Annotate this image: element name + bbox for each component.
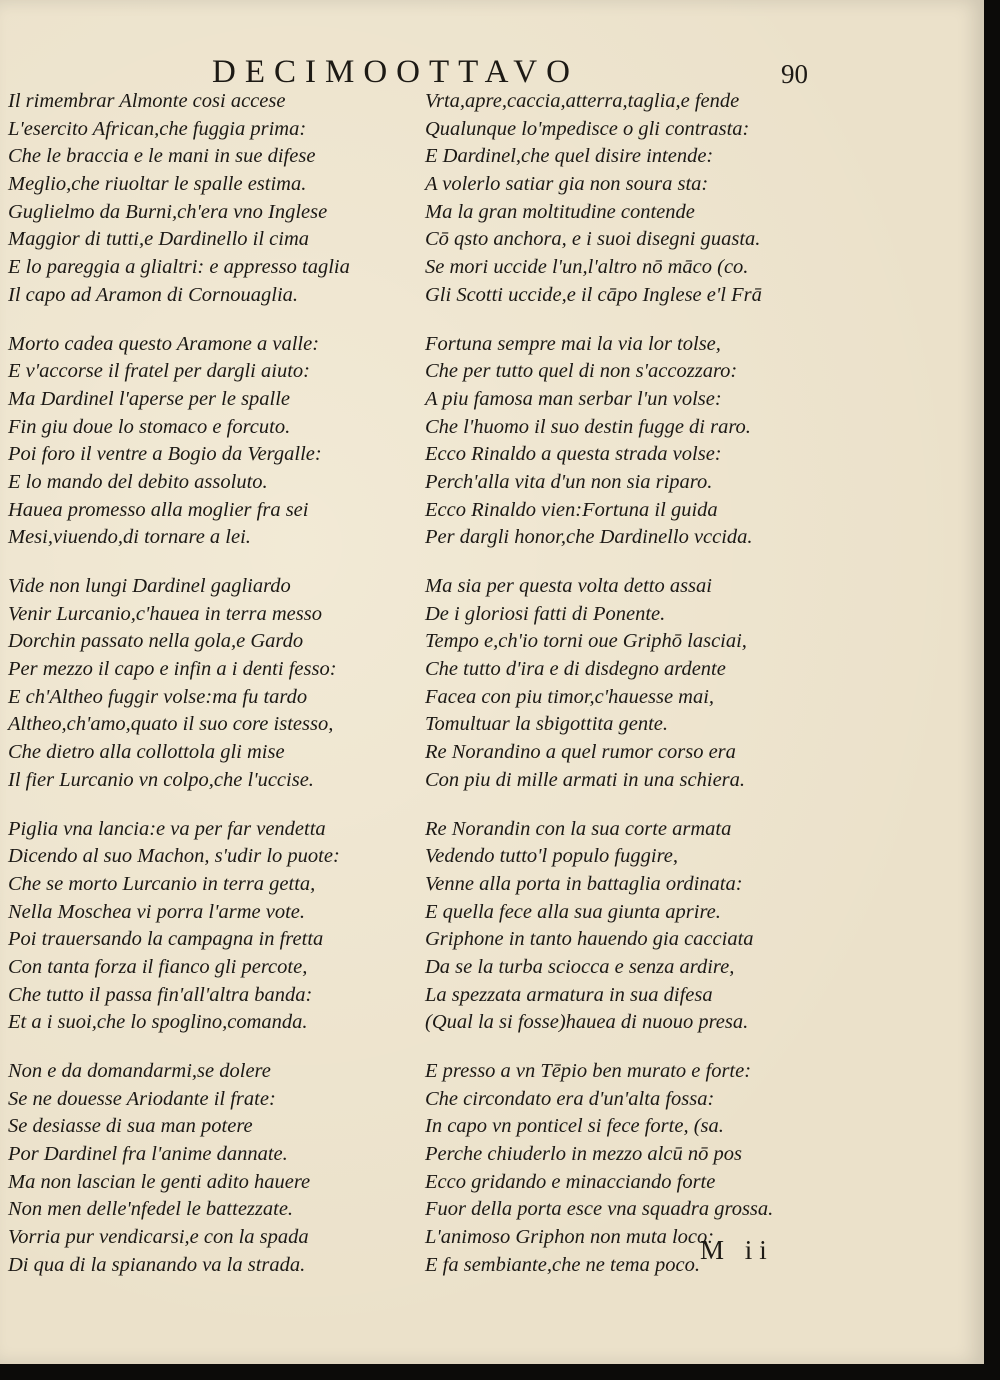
verse-line: Nella Moschea vi porra l'arme vote. [8, 900, 306, 923]
left-column [8, 88, 433, 1301]
verse-line: Poi foro il ventre a Bogio da Vergalle: [8, 443, 322, 466]
verse-line: Se ne douesse Ariodante il frate: [8, 1087, 276, 1110]
scan-border [984, 0, 1000, 1380]
verse-line: Venir Lurcanio,c'hauea in terra messo [8, 602, 322, 625]
verse-line: Il capo ad Aramon di Cornouaglia. [8, 283, 299, 306]
verse-line: Da se la turba sciocca e senza ardire, [425, 955, 735, 978]
verse-line: Vorria pur vendicarsi,e con la spada [8, 1226, 309, 1249]
verse-line: Gli Scotti uccide,e il cāpo Inglese e'l Frā [425, 283, 762, 306]
verse-line: Altheo,ch'amo,quato il suo core istesso, [8, 713, 334, 736]
verse-line: Con tanta forza il fianco gli percote, [8, 955, 308, 978]
verse-line: In capo vn ponticel si fece forte, (sa. [425, 1115, 724, 1138]
stanza [8, 573, 433, 795]
verse-line: Piglia vna lancia:e va per far vendetta [8, 817, 326, 840]
verse-line: E presso a vn Tēpio ben murato e forte: [425, 1060, 752, 1082]
verse-line: Vedendo tutto'l populo fuggire, [425, 845, 679, 868]
stanza [425, 573, 845, 795]
verse-line: Ecco gridando e minacciando forte [425, 1170, 716, 1193]
verse-line: Re Norandin con la sua corte armata [425, 817, 732, 840]
running-title: DECIMOOTTAVO [212, 54, 579, 90]
folio-number: 90 [781, 59, 808, 89]
verse-line: Il fier Lurcanio vn colpo,che l'uccise. [8, 768, 314, 791]
verse-line: Che le braccia e le mani in sue difese [8, 145, 316, 168]
verse-line: La spezzata armatura in sua difesa [425, 983, 713, 1006]
verse-line: Per mezzo il capo e infin a i denti fesso: [8, 658, 337, 681]
verse-line: Vide non lungi Dardinel gagliardo [8, 575, 291, 597]
verse-line: Hauea promesso alla moglier fra sei [8, 498, 309, 521]
verse-line: Maggior di tutti,e Dardinello il cima [8, 228, 310, 251]
signature-mark: M ii [700, 1235, 774, 1265]
verse-line: Mesi,viuendo,di tornare a lei. [8, 526, 251, 549]
verse-line: Ma la gran moltitudine contende [425, 200, 695, 223]
verse-line: Perche chiuderlo in mezzo alcū nō pos [425, 1143, 742, 1166]
verse-line: Il rimembrar Almonte cosi accese [8, 90, 286, 112]
verse-line: Venne alla porta in battaglia ordinata: [425, 872, 743, 895]
verse-line: Cō qsto anchora, e i suoi disegni guasta. [425, 228, 761, 251]
verse-line: Vrta,apre,caccia,atterra,taglia,e fende [425, 90, 740, 112]
verse-line: Guglielmo da Burni,ch'era vno Inglese [8, 200, 328, 223]
stanza [8, 331, 433, 553]
verse-line: Fortuna sempre mai la via lor tolse, [425, 332, 721, 355]
verse-line: L'animoso Griphon non muta loco: [425, 1226, 715, 1249]
verse-line: Non e da domandarmi,se dolere [8, 1060, 271, 1082]
verse-line: Dicendo al suo Machon, s'udir lo puote: [8, 845, 340, 868]
verse-line: E ch'Altheo fuggir volse:ma fu tardo [8, 685, 308, 708]
verse-line: A piu famosa man serbar l'un volse: [425, 387, 722, 410]
verse-line: E lo mando del debito assoluto. [8, 470, 268, 493]
verse-line: Ma sia per questa volta detto assai [425, 575, 712, 597]
verse-line: Dorchin passato nella gola,e Gardo [8, 630, 304, 653]
verse-line: De i gloriosi fatti di Ponente. [425, 602, 666, 625]
stanza [8, 1058, 433, 1280]
verse-line: Se desiasse di sua man potere [8, 1115, 253, 1138]
verse-line: E lo pareggia a glialtri: e appresso taglia [8, 256, 350, 279]
verse-line: Che per tutto quel di non s'accozzaro: [425, 360, 738, 383]
verse-line: Che se morto Lurcanio in terra getta, [8, 872, 316, 895]
stanza [8, 88, 433, 310]
verse-line: (Qual la si fosse)hauea di nuouo presa. [425, 1011, 749, 1034]
verse-line: Meglio,che riuoltar le spalle estima. [8, 173, 307, 196]
verse-line: Perch'alla vita d'un non sia riparo. [425, 470, 713, 493]
verse-line: Ma Dardinel l'aperse per le spalle [8, 387, 291, 410]
verse-line: Et a i suoi,che lo spoglino,comanda. [8, 1011, 308, 1034]
verse-line: Per dargli honor,che Dardinello vccida. [425, 526, 753, 549]
stanza [425, 331, 845, 553]
verse-line: E v'accorse il fratel per dargli aiuto: [8, 360, 310, 383]
verse-line: E quella fece alla sua giunta aprire. [425, 900, 721, 923]
verse-line: Facea con piu timor,c'hauesse mai, [425, 685, 715, 708]
verse-line: Che l'huomo il suo destin fugge di raro. [425, 415, 751, 438]
verse-line: Ecco Rinaldo a questa strada volse: [425, 443, 722, 466]
verse-line: Di qua di la spianando va la strada. [8, 1253, 306, 1276]
verse-line: Se mori uccide l'un,l'altro nō māco (co. [425, 256, 749, 279]
verse-line: Tomultuar la sbigottita gente. [425, 713, 668, 736]
stanza [425, 88, 845, 310]
verse-line: L'esercito African,che fuggia prima: [8, 117, 307, 140]
stanza [8, 816, 433, 1038]
verse-line: Re Norandino a quel rumor corso era [425, 741, 736, 764]
stanza [425, 816, 845, 1038]
verse-line: Ecco Rinaldo vien:Fortuna il guida [425, 498, 718, 521]
verse-line: Fin giu doue lo stomaco e forcuto. [8, 415, 291, 438]
verse-line: Griphone in tanto hauendo gia cacciata [425, 928, 754, 951]
verse-line: Tempo e,ch'io torni oue Griphō lasciai, [425, 630, 747, 653]
verse-line: Qualunque lo'mpedisce o gli contrasta: [425, 117, 750, 140]
verse-line: Con piu di mille armati in una schiera. [425, 768, 746, 791]
verse-line: Por Dardinel fra l'anime dannate. [8, 1143, 288, 1166]
verse-line: A volerlo satiar gia non soura sta: [425, 173, 709, 196]
verse-line: Morto cadea questo Aramone a valle: [8, 332, 320, 355]
verse-line: Che dietro alla collottola gli mise [8, 741, 285, 764]
verse-line: Fuor della porta esce vna squadra grossa. [425, 1198, 774, 1221]
verse-line: Che tutto il passa fin'all'altra banda: [8, 983, 313, 1006]
verse-line: E fa sembiante,che ne tema poco. [425, 1253, 700, 1276]
verse-line: Poi trauersando la campagna in fretta [8, 928, 324, 951]
verse-line: Non men delle'nfedel le battezzate. [8, 1198, 294, 1221]
verse-line: E Dardinel,che quel disire intende: [425, 145, 714, 168]
verse-line: Che tutto d'ira e di disdegno ardente [425, 658, 726, 681]
verse-line: Ma non lascian le genti adito hauere [8, 1170, 311, 1193]
right-column [425, 88, 845, 1301]
verse-line: Che circondato era d'un'alta fossa: [425, 1087, 715, 1110]
stanza [425, 1058, 845, 1280]
